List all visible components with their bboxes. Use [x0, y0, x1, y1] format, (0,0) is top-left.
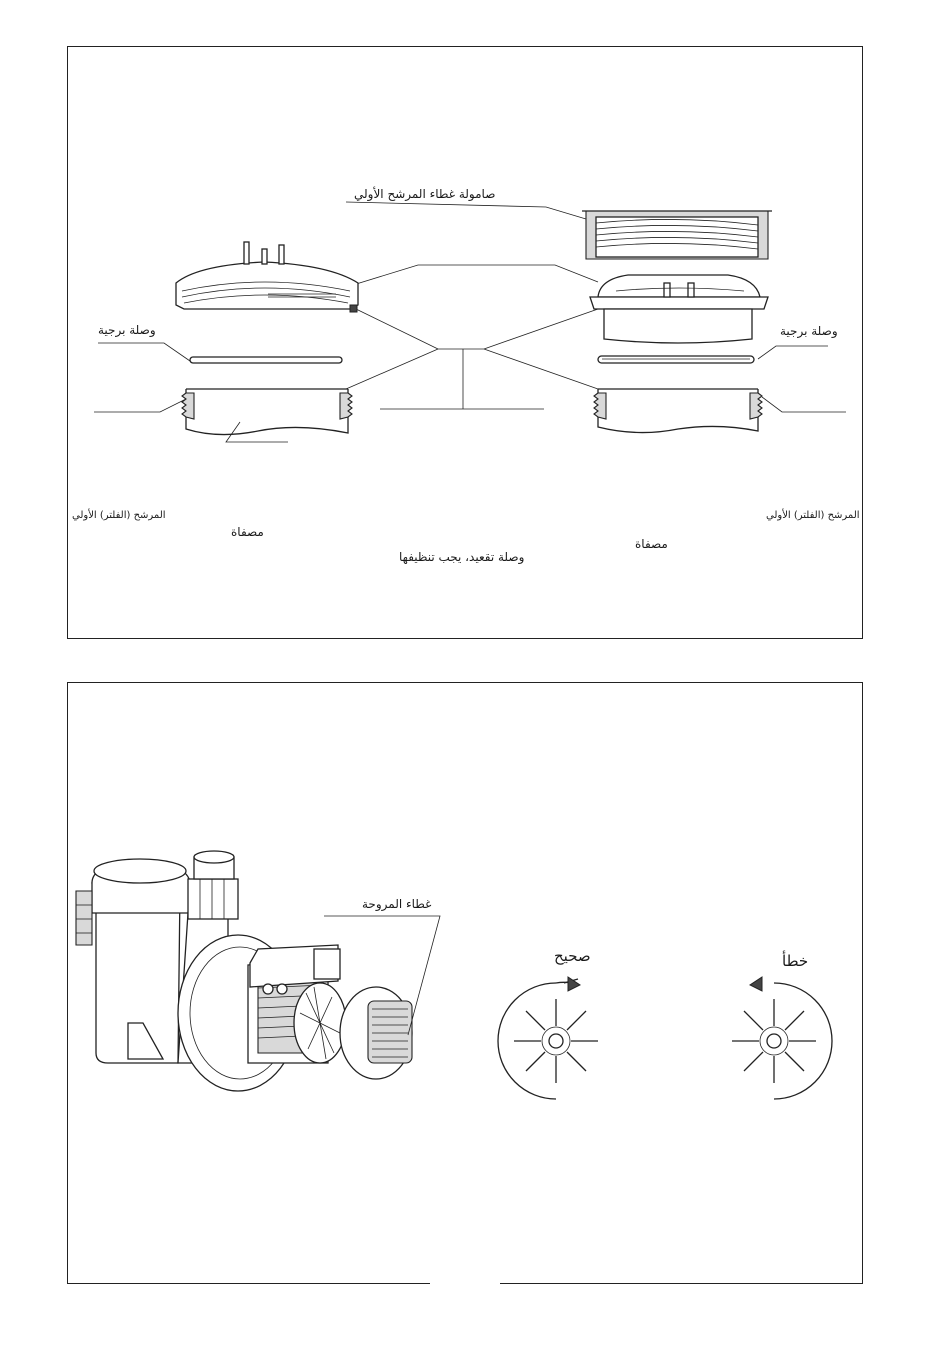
fan-cover-label: غطاء المروحة [362, 897, 432, 911]
strainer-left-label: مصفاة [231, 525, 264, 539]
correct-rotation-diagram [498, 977, 598, 1099]
cover-nut-label: صامولة غطاء المرشح الأولي [354, 187, 496, 201]
threaded-joint-right-label: وصلة برجية [780, 324, 838, 338]
right-o-ring [598, 356, 754, 363]
right-prefilter-housing [594, 389, 762, 433]
pump-motor-diagram [68, 683, 864, 1285]
prefilter-left-label: المرشح (الفلتر) الأولي [72, 510, 166, 521]
pump-illustration [76, 851, 412, 1091]
correct-label: صحيح [554, 947, 591, 965]
seal-note-label: وصلة تقعيد، يجب تنظيفها [399, 550, 525, 564]
left-prefilter-housing [182, 389, 352, 435]
prefilter-assembly-panel [67, 46, 863, 639]
wrong-rotation-diagram [732, 977, 832, 1099]
right-cover [590, 275, 768, 343]
prefilter-right-label: المرشح (الفلتر) الأولي [766, 510, 860, 521]
left-cover-section [176, 242, 358, 312]
border-gap [430, 1280, 500, 1288]
left-o-ring [190, 357, 342, 363]
cover-nut [582, 211, 772, 259]
wrong-label: خطأ [782, 952, 809, 970]
strainer-right-label: مصفاة [635, 537, 668, 551]
threaded-joint-left-label: وصلة برجية [98, 323, 156, 337]
motor-rotation-panel [67, 682, 863, 1284]
